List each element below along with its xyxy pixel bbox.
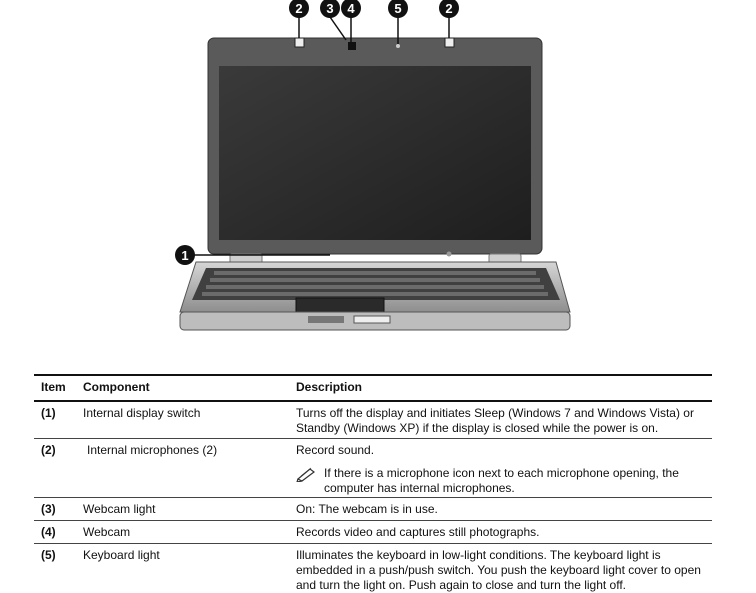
row-component: Internal display switch bbox=[83, 406, 201, 420]
row-description: Turns off the display and initiates Sleep (Windows 7 and Windows Vista) or Standby (Windows XP) if the display is closed while the power is on. bbox=[296, 406, 694, 435]
table-row bbox=[34, 439, 712, 498]
table-row bbox=[34, 402, 712, 439]
note bbox=[296, 466, 701, 496]
svg-text:2: 2 bbox=[295, 1, 303, 16]
svg-text:1: 1 bbox=[181, 248, 189, 263]
callout-5 bbox=[388, 0, 408, 18]
callout-3 bbox=[320, 0, 340, 18]
row-description: On: The webcam is in use. bbox=[296, 502, 438, 516]
table-row bbox=[34, 498, 712, 521]
row-item: (3) bbox=[41, 502, 56, 516]
row-component: Webcam bbox=[83, 525, 131, 539]
row-item: (5) bbox=[41, 548, 56, 562]
row-component: Internal microphones (2) bbox=[87, 443, 218, 457]
row-component: Webcam light bbox=[83, 502, 156, 516]
row-description: Records video and captures still photographs. bbox=[296, 525, 540, 539]
pencil-note-icon bbox=[296, 466, 318, 486]
callout-1 bbox=[175, 245, 195, 265]
table-row bbox=[34, 544, 712, 590]
row-component: Keyboard light bbox=[83, 548, 160, 562]
header-component: Component bbox=[83, 380, 150, 394]
callout-4 bbox=[341, 0, 361, 18]
callout-2-left bbox=[289, 0, 309, 18]
svg-text:5: 5 bbox=[394, 1, 402, 16]
header-item: Item bbox=[41, 380, 66, 394]
components-table bbox=[34, 374, 712, 590]
row-item: (2) bbox=[41, 443, 56, 457]
row-description-block bbox=[296, 443, 701, 496]
note-text: If there is a microphone icon next to each microphone opening, the computer has internal microphones. bbox=[324, 466, 679, 495]
row-description: Record sound. bbox=[296, 443, 375, 457]
svg-text:3: 3 bbox=[326, 1, 334, 16]
header-description: Description bbox=[296, 380, 363, 394]
row-item: (4) bbox=[41, 525, 56, 539]
table-row bbox=[34, 521, 712, 544]
row-description: Illuminates the keyboard in low-light conditions. The keyboard light is embedded in a push/push switch. You push the keyboard light cover to open and turn the light on. Push again to close and turn the light off. bbox=[296, 548, 701, 592]
table-header bbox=[34, 374, 712, 402]
svg-text:2: 2 bbox=[445, 1, 453, 16]
row-item: (1) bbox=[41, 406, 56, 420]
svg-text:4: 4 bbox=[347, 1, 355, 16]
callout-2-right bbox=[439, 0, 459, 18]
